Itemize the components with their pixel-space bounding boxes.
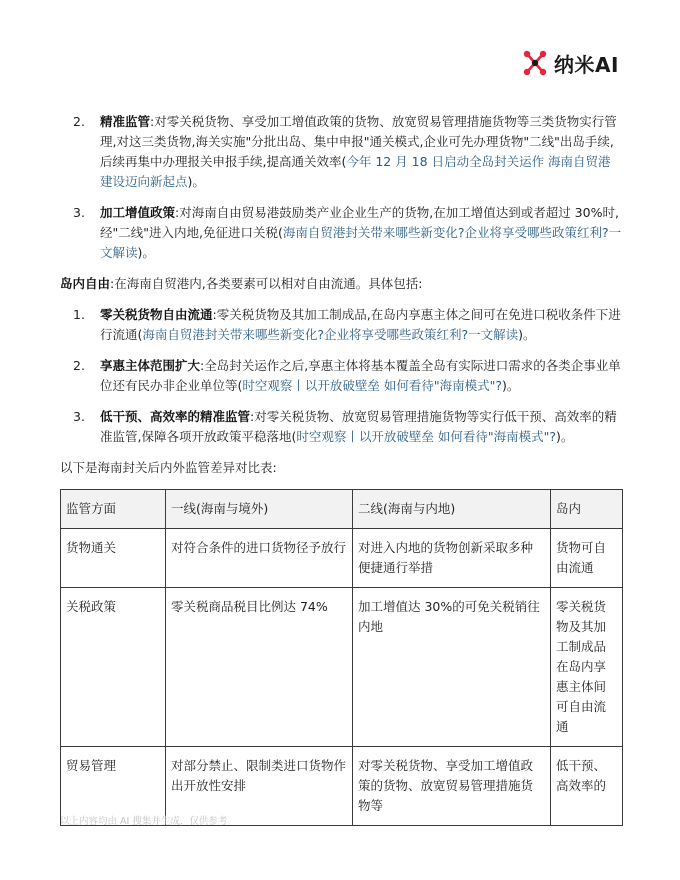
brand-logo <box>522 49 619 77</box>
source-link[interactable]: 海南自贸港封关带来哪些新变化?企业将享受哪些政策红利?一文解读 <box>142 327 519 342</box>
source-link[interactable]: 时空观察丨以开放破壁垒 如何看待"海南模式"? <box>242 378 502 393</box>
list-number: 3. <box>73 205 85 220</box>
table-row <box>61 588 623 747</box>
brand-name: 纳米AI <box>554 52 619 77</box>
source-link[interactable]: 海南自贸港封关带来哪些新变化?企业将享受哪些政策红利?一文解读 <box>100 225 622 260</box>
table-cell: 低干预、高效率的 <box>551 747 623 826</box>
table-cell: 货物可自由流通 <box>551 529 623 588</box>
table-cell: 货物通关 <box>61 529 166 588</box>
table-header: 监管方面 <box>61 490 166 529</box>
list-item <box>60 356 622 396</box>
item-tail: )。 <box>502 378 520 393</box>
table-header: 岛内 <box>551 490 623 529</box>
item-title: 享惠主体范围扩大 <box>100 358 201 373</box>
table-intro: 以下是海南封关后内外监管差异对比表: <box>60 460 277 475</box>
nano-ai-logo-icon <box>522 49 548 77</box>
island-freedom-list <box>60 305 622 447</box>
item-tail: )。 <box>518 327 536 342</box>
item-tail: )。 <box>137 245 155 260</box>
ai-disclaimer: 以上内容均由 AI 搜集并生成，仅供参考 <box>60 816 228 827</box>
list-number: 1. <box>73 307 85 322</box>
item-text: :对零关税货物、享受加工增值政策的货物、放宽贸易管理措施货物等三类货物实行管理,对这三类货物,海关实施"分批出岛、集中申报"通关模式,企业可先办理货物"二线"出岛手续,后续再集中办理报关申报手续,提高通关效率( <box>100 114 617 169</box>
supervision-list <box>60 112 622 263</box>
section-paragraph <box>60 274 622 294</box>
item-tail: )。 <box>187 174 205 189</box>
table-cell: 对部分禁止、限制类进口货物作出开放性安排 <box>166 747 353 826</box>
source-link[interactable]: 时空观察丨以开放破壁垒 如何看待"海南模式"? <box>296 429 556 444</box>
item-text: :全岛封关运作之后,享惠主体将基本覆盖全岛有实际进口需求的各类企事业单位还有民办非企业单位等( <box>100 358 621 393</box>
table-header: 二线(海南与内地) <box>353 490 551 529</box>
comparison-table <box>60 489 623 826</box>
item-title: 加工增值政策 <box>100 205 176 220</box>
table-header: 一线(海南与境外) <box>166 490 353 529</box>
table-cell: 关税政策 <box>61 588 166 747</box>
table-cell: 零关税商品税目比例达 74% <box>166 588 353 747</box>
table-header-row <box>61 490 623 529</box>
article-content <box>60 112 622 826</box>
item-title: 零关税货物自由流通 <box>100 307 213 322</box>
list-number: 2. <box>73 358 85 373</box>
source-link[interactable]: 今年 12 月 18 日启动全岛封关运作 海南自贸港建设迈向新起点 <box>100 154 611 189</box>
list-number: 2. <box>73 114 85 129</box>
list-item <box>60 112 622 192</box>
section-text: :在海南自贸港内,各类要素可以相对自由流通。具体包括: <box>110 276 423 291</box>
table-cell: 加工增值达 30%的可免关税销往内地 <box>353 588 551 747</box>
item-text: :对海南自由贸易港鼓励类产业企业生产的货物,在加工增值达到或者超过 30%时,经"二线"进入内地,免征进口关税( <box>100 205 619 240</box>
table-cell: 零关税货物及其加工制成品在岛内享惠主体间可自由流通 <box>551 588 623 747</box>
item-text: :零关税货物及其加工制成品,在岛内享惠主体之间可在免进口税收条件下进行流通( <box>100 307 621 342</box>
list-item <box>60 203 622 263</box>
table-cell: 对进入内地的货物创新采取多种便捷通行举措 <box>353 529 551 588</box>
section-title: 岛内自由 <box>60 276 111 291</box>
item-tail: )。 <box>555 429 574 444</box>
table-row <box>61 529 623 588</box>
list-item <box>60 305 622 345</box>
item-title: 精准监管 <box>100 114 151 129</box>
table-cell: 对零关税货物、享受加工增值政策的货物、放宽贸易管理措施货物等 <box>353 747 551 826</box>
list-number: 3. <box>73 409 85 424</box>
item-title: 低干预、高效率的精准监管 <box>100 409 251 424</box>
list-item <box>60 407 622 447</box>
table-cell: 贸易管理 <box>61 747 166 826</box>
table-cell: 对符合条件的进口货物径予放行 <box>166 529 353 588</box>
item-text: :对零关税货物、放宽贸易管理措施货物等实行低干预、高效率的精准监管,保障各项开放政策平稳落地( <box>100 409 617 444</box>
